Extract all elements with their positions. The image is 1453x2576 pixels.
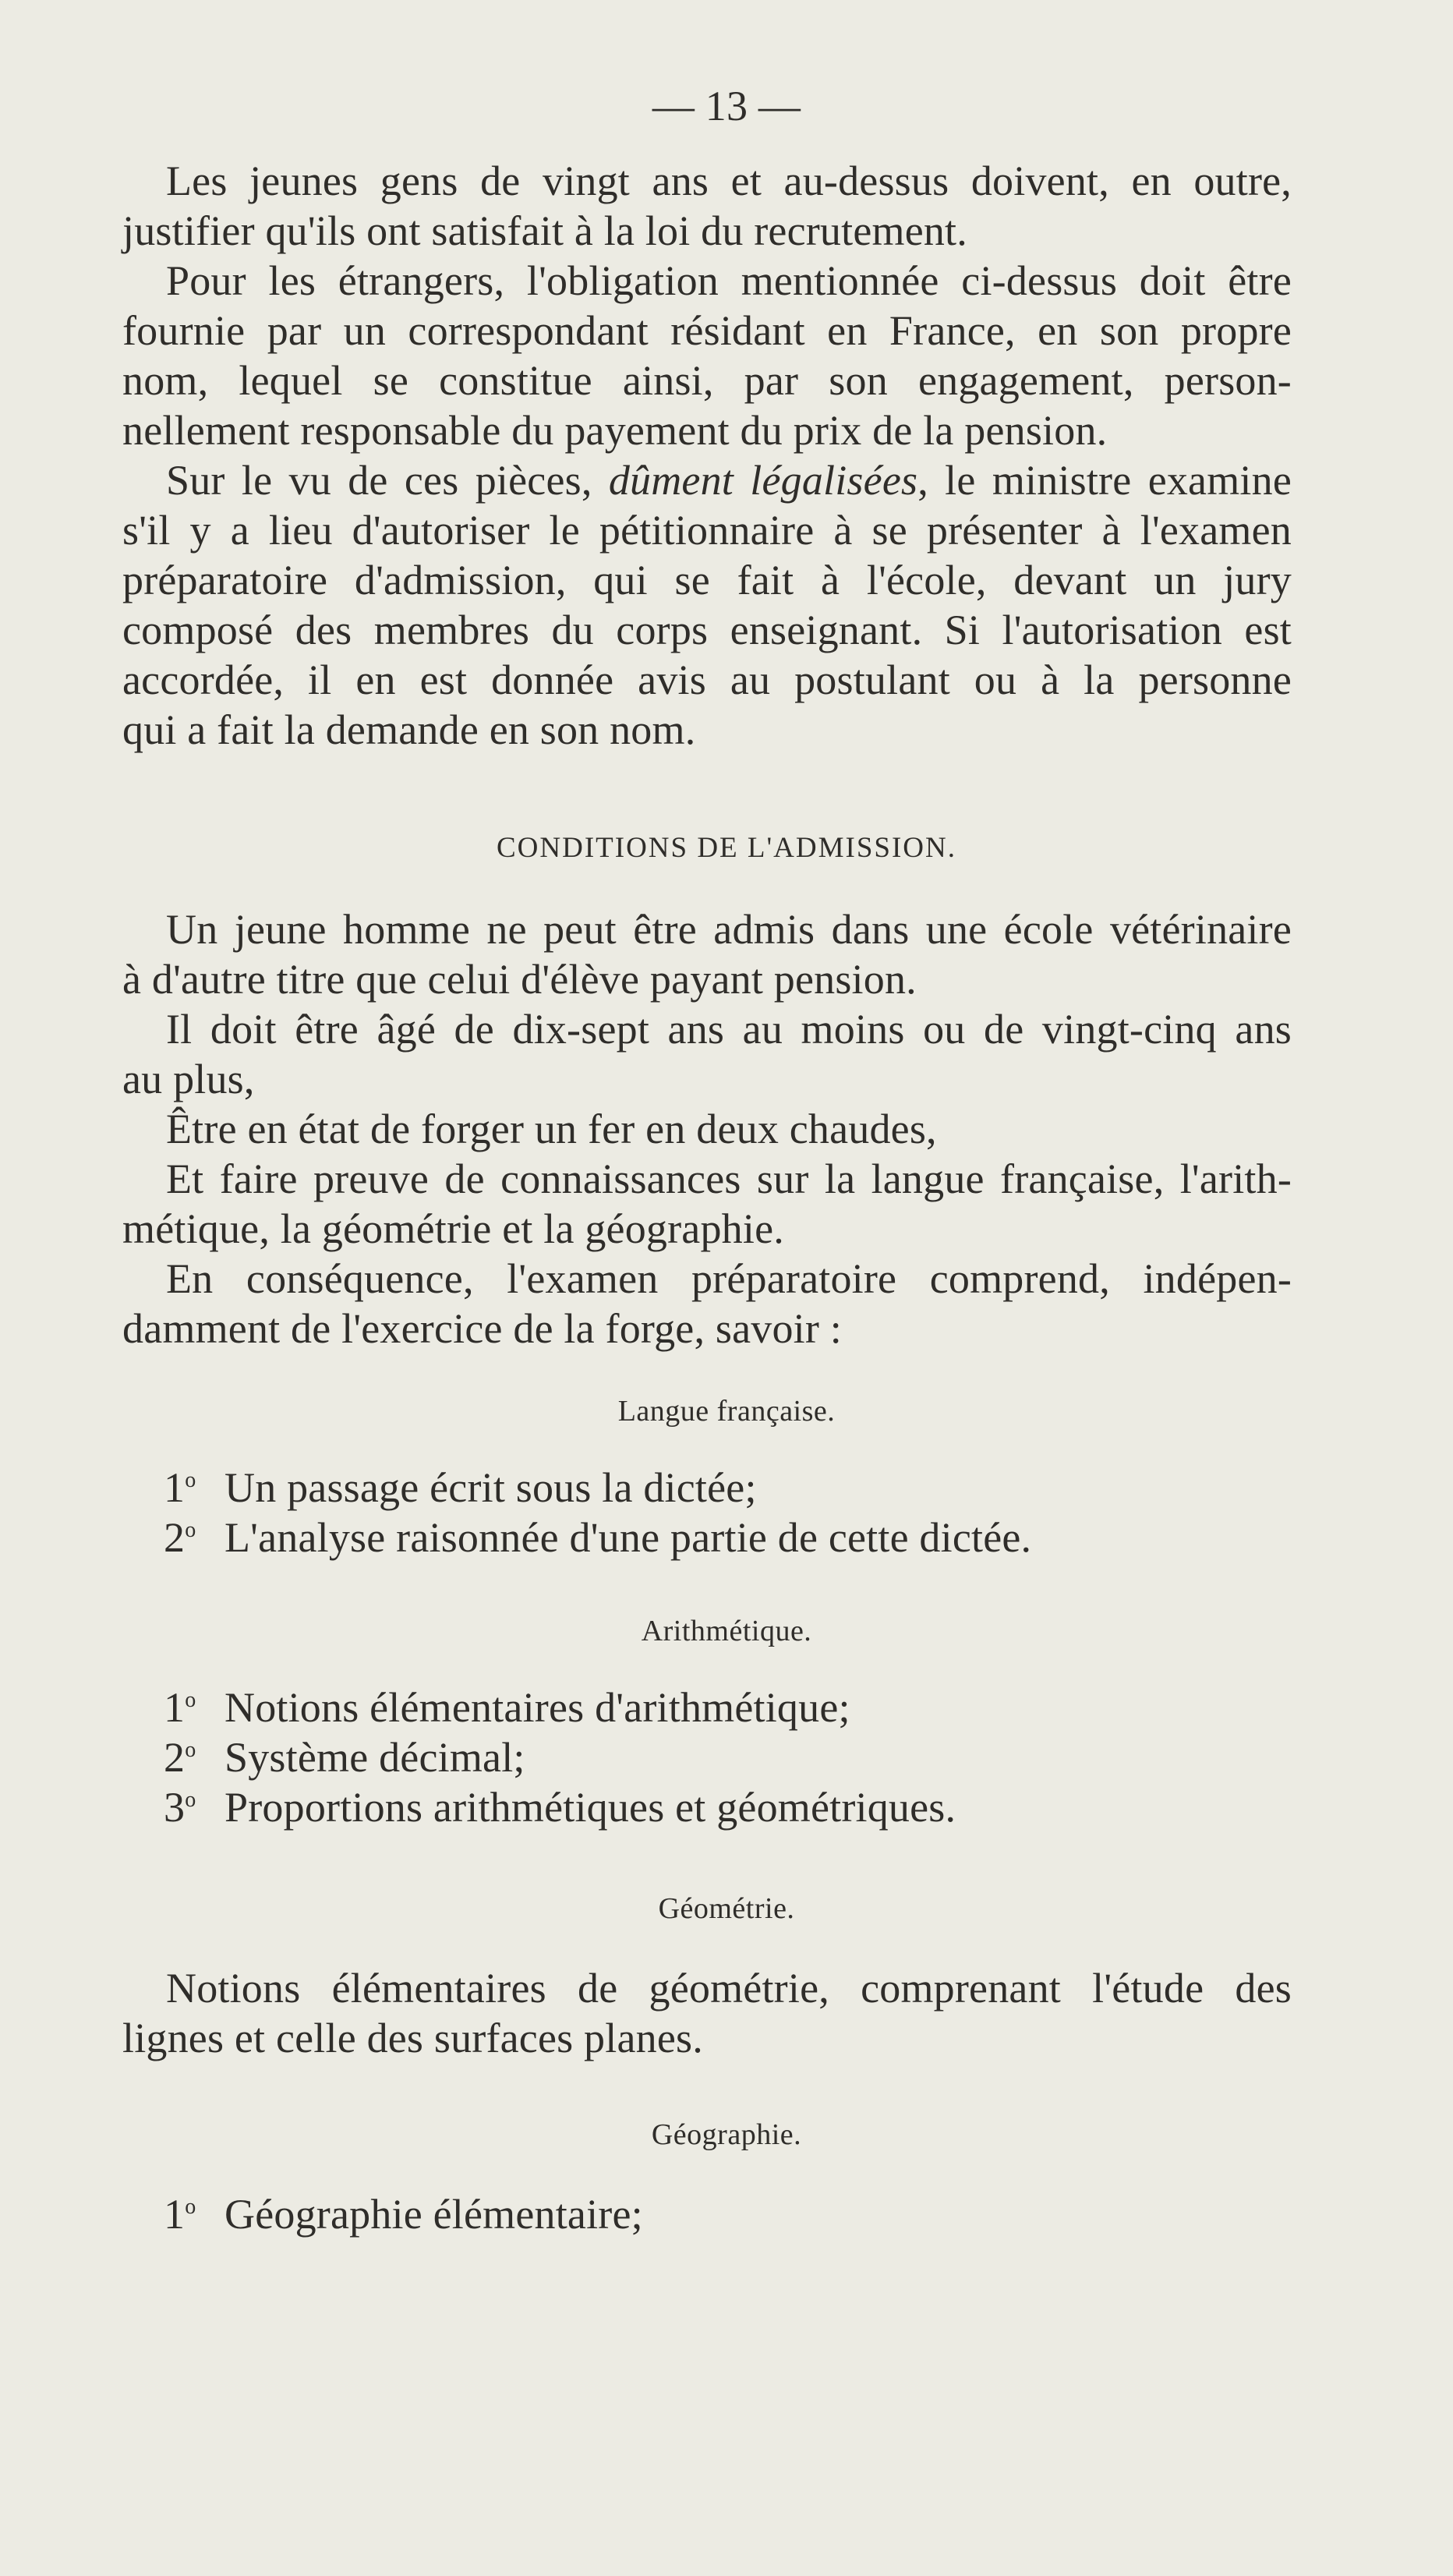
paragraph-3-line-3: préparatoire d'admission, qui se fait à l'école, devant un jury xyxy=(122,557,1292,603)
geometrie-line-1: Notions élémentaires de géométrie, comprenant l'étude des xyxy=(166,1965,1292,2012)
paragraph-2-line-1: Pour les étrangers, l'obligation mentionnée ci-dessus doit être xyxy=(166,257,1292,304)
geometrie-line-2: lignes et celle des surfaces planes. xyxy=(122,2015,703,2061)
paragraph-5-line-1: Il doit être âgé de dix-sept ans au moins ou de vingt-cinq ans xyxy=(166,1006,1292,1053)
paragraph-3-line-6: qui a fait la demande en son nom. xyxy=(122,706,696,753)
paragraph-3-line-2: s'il y a lieu d'autoriser le pétitionnaire à se présenter à l'examen xyxy=(122,507,1292,554)
langue-list-item-1 xyxy=(164,1463,1292,1513)
list-text: Notions élémentaires d'arithmétique; xyxy=(224,1684,850,1731)
paragraph-2-line-2: fournie par un correspondant résidant en France, en son propre xyxy=(122,307,1292,354)
list-number: 2$^o$ xyxy=(164,1514,196,1561)
paragraph-2-line-4: nellement responsable du payement du prix de la pension. xyxy=(122,407,1108,454)
arithmetique-list-item-1 xyxy=(164,1683,1292,1732)
list-number: 1$^o$ xyxy=(164,2191,196,2238)
subheading-geographie: Géographie. xyxy=(651,2118,802,2151)
list-text: Proportions arithmétiques et géométriques. xyxy=(224,1784,956,1831)
paragraph-6-line-1: Être en état de forger un fer en deux chaudes, xyxy=(166,1106,937,1152)
paragraph-8-line-1: En conséquence, l'examen préparatoire comprend, indépen- xyxy=(166,1255,1292,1302)
paragraph-3-line-1-end: , le ministre examine xyxy=(917,457,1292,504)
section-title: CONDITIONS DE L'ADMISSION. xyxy=(496,832,957,864)
paragraph-4-line-1: Un jeune homme ne peut être admis dans une école vétérinaire xyxy=(166,906,1292,953)
subheading-geometrie: Géométrie. xyxy=(658,1892,795,1925)
list-number: 3$^o$ xyxy=(164,1784,196,1831)
geographie-list-item-1 xyxy=(164,2189,1292,2239)
list-text: Un passage écrit sous la dictée; xyxy=(224,1464,757,1511)
arithmetique-list-item-3 xyxy=(164,1782,1292,1832)
page-number: — 13 — xyxy=(652,83,801,129)
list-text: Géographie élémentaire; xyxy=(224,2191,643,2238)
subheading-langue-francaise: Langue française. xyxy=(617,1395,836,1428)
arithmetique-list-item-2 xyxy=(164,1732,1292,1782)
list-number: 2$^o$ xyxy=(164,1734,196,1781)
paragraph-3-line-5: accordée, il en est donnée avis au postulant ou à la personne xyxy=(122,656,1292,703)
paragraph-7-line-2: métique, la géométrie et la géographie. xyxy=(122,1205,784,1252)
paragraph-3-line-1-start: Sur le vu de ces pièces, xyxy=(166,457,609,504)
paragraph-4-line-2: à d'autre titre que celui d'élève payant pension. xyxy=(122,956,917,1003)
paragraph-3-line-4: composé des membres du corps enseignant. Si l'autorisation est xyxy=(122,607,1292,653)
list-number: 1$^o$ xyxy=(164,1684,196,1731)
paragraph-5-line-2: au plus, xyxy=(122,1056,255,1102)
list-text: Système décimal; xyxy=(224,1734,525,1781)
paragraph-1-line-1: Les jeunes gens de vingt ans et au-dessus doivent, en outre, xyxy=(166,157,1292,204)
list-number: 1$^o$ xyxy=(164,1464,196,1511)
list-text: L'analyse raisonnée d'une partie de cette dictée. xyxy=(224,1514,1032,1561)
emphasis-dument-legalisees: dûment légalisées xyxy=(608,457,918,504)
paragraph-1-line-2: justifier qu'ils ont satisfait à la loi du recrutement. xyxy=(122,207,967,254)
paragraph-2-line-3: nom, lequel se constitue ainsi, par son engagement, person- xyxy=(122,357,1292,404)
subheading-arithmetique: Arithmétique. xyxy=(641,1615,812,1647)
langue-list-item-2 xyxy=(164,1513,1292,1562)
paragraph-7-line-1: Et faire preuve de connaissances sur la langue française, l'arith- xyxy=(166,1155,1292,1202)
paragraph-3-line-1 xyxy=(166,455,1292,505)
paragraph-8-line-2: damment de l'exercice de la forge, savoir : xyxy=(122,1305,842,1352)
